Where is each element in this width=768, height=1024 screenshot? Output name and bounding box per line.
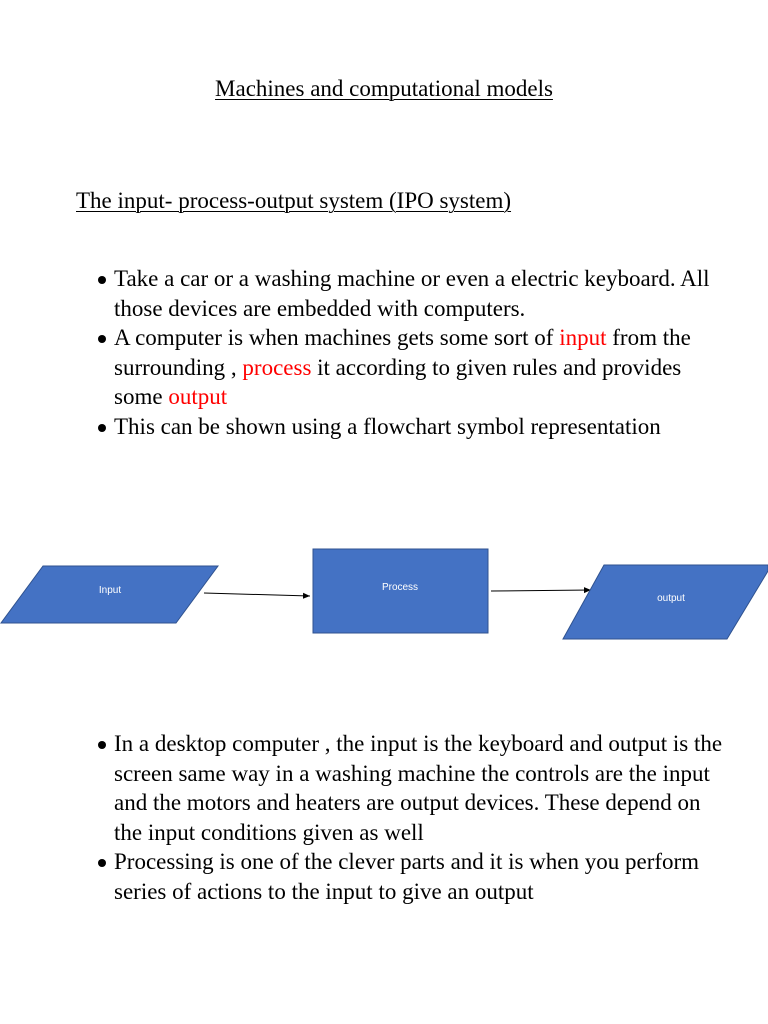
bullet-text-part: it according to given rules and provides some [114,354,682,409]
bullet-text-part: from the surrounding , [114,325,691,380]
bullet-item-desktop-example [94,729,724,847]
arrow-process-to-output [491,590,591,591]
bullet-item-flowchart-intro [94,412,724,442]
bullet-text: Processing is one of the clever parts and it is when you perform series of actions to the input to give an output [114,849,700,904]
page-title-text: Machines and computational models [215,76,553,101]
output-shape-label: output [657,593,685,604]
bullet-item-processing-explanation [94,847,724,906]
bullet-item-embedded-devices [94,264,724,323]
bullet-list-top [94,264,724,441]
bullet-text: In a desktop computer , the input is the keyboard and output is the screen same way in a washing machine the controls are the input and the motors and heaters are output devices. These depend on the input conditions given as well [114,731,723,845]
section-heading-text: The input- process-output system (IPO system) [76,188,512,213]
bullet-text-part: A computer is when machines gets some sort of [114,325,560,350]
section-heading [76,186,511,216]
process-shape-label: Process [381,582,419,593]
arrow-input-to-process [204,593,310,596]
highlight-input-word: input [559,325,607,350]
highlight-process-word: process [242,354,312,380]
page-title [0,74,768,104]
bullet-list-bottom [94,729,724,906]
input-shape-label: Input [98,585,122,596]
highlight-output-word: output [168,384,228,409]
bullet-item-computer-definition [94,323,724,412]
ipo-flowchart-diagram [0,540,768,650]
bullet-text: This can be shown using a flowchart symbol representation [114,413,661,439]
bullet-text: Take a car or a washing machine or even a electric keyboard. All those devices are embedded with computers. [114,266,710,321]
